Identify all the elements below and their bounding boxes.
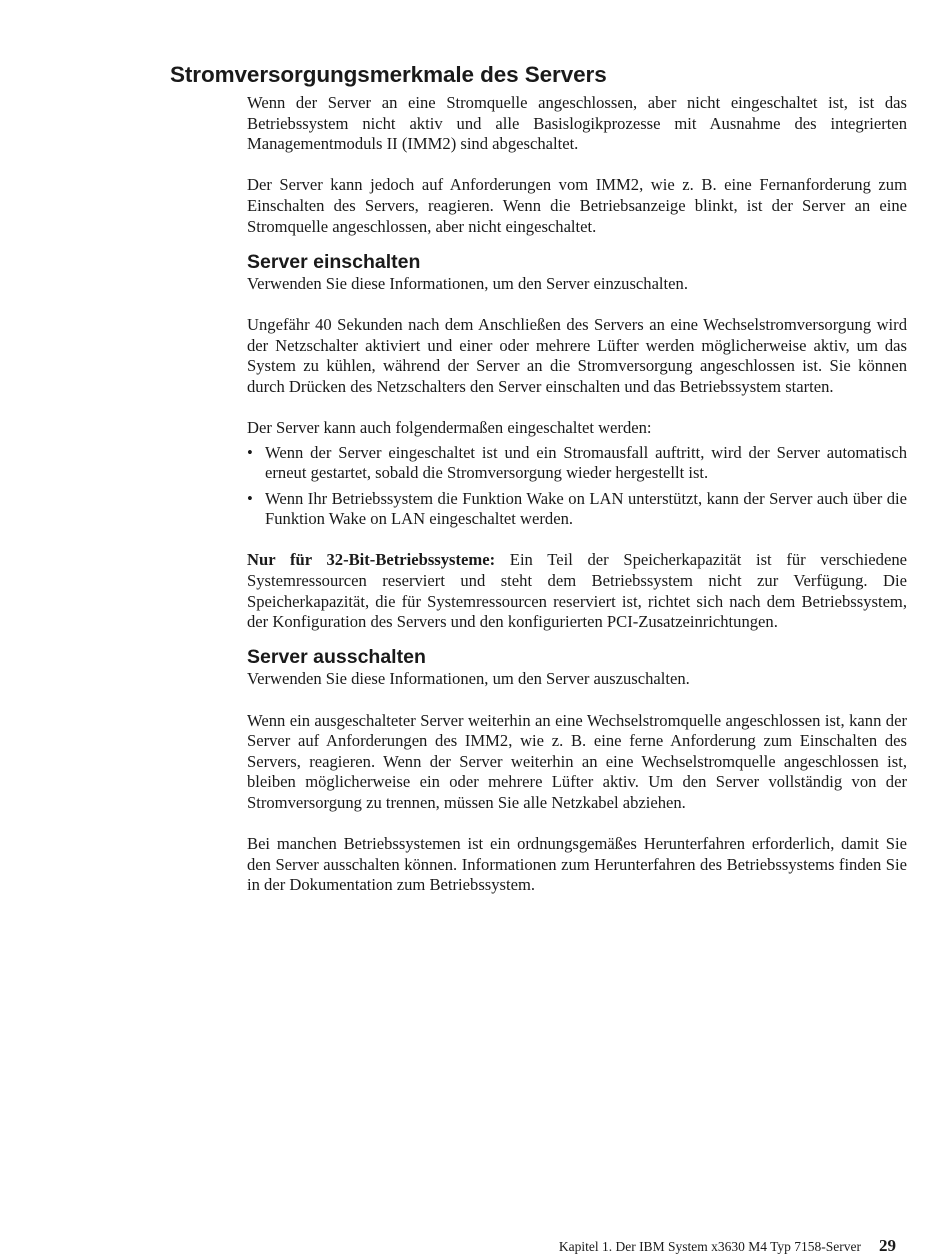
- list-item-text: Wenn Ihr Betriebssystem die Funktion Wake on LAN unterstützt, kann der Server auch über die Funktion Wake on LAN eingeschaltet werden.: [265, 488, 907, 529]
- bullet-marker: •: [247, 488, 253, 508]
- list-item: [247, 443, 907, 484]
- page-footer: [559, 1236, 896, 1257]
- page-title: Stromversorgungsmerkmale des Servers: [170, 62, 607, 87]
- section-on-paragraph-2: Ungefähr 40 Sekunden nach dem Anschließen des Servers an eine Wechselstromversorgung wird der Netzschalter aktiviert und einer oder mehrere Lüfter werden möglicherweise aktiv, um das System zu kühlen, während der Server an die Stromversorgung angeschlossen ist. Sie können durch Drücken des Netzschalters den Server einschalten und das Betriebssystem starten.: [247, 314, 907, 396]
- list-item-text: Wenn der Server eingeschaltet ist und ein Stromausfall auftritt, wird der Server automatisch erneut gestartet, sobald die Stromversorgung wieder hergestellt ist.: [265, 442, 907, 483]
- section-on-paragraph-3: Der Server kann auch folgendermaßen eingeschaltet werden:: [247, 417, 652, 437]
- section-off-intro: Verwenden Sie diese Informationen, um den Server auszuschalten.: [247, 669, 690, 689]
- note-text: Ein Teil der Speicherkapazität ist für verschiedene Systemressourcen reserviert und steht dem Betriebssystem nicht zur Verfügung. Die Speicherkapazität, die für Systemressourcen reserviert ist, richtet sich nach dem Betriebssystem, der Konfiguration des Servers und den konfigurierten PCI-Zusatzeinrichtungen.: [247, 550, 907, 632]
- section-off-paragraph-3: Bei manchen Betriebssystemen ist ein ordnungsgemäßes Herunterfahren erforderlich, damit Sie den Server ausschalten können. Informationen zum Herunterfahren des Betriebssystems finden Sie in der Dokumentation zum Betriebssystem.: [247, 834, 907, 895]
- power-on-methods-list: [247, 443, 907, 530]
- page-number: 29: [879, 1236, 896, 1255]
- body-column: [247, 93, 907, 917]
- section-on-intro: Verwenden Sie diese Informationen, um den Server einzuschalten.: [247, 273, 688, 293]
- note-label: Nur für 32-Bit-Betriebssysteme:: [247, 550, 496, 570]
- bullet-marker: •: [247, 442, 253, 462]
- section-server-off: [247, 646, 907, 669]
- section-off-paragraph-2: Wenn ein ausgeschalteter Server weiterhin an eine Wechselstromquelle angeschlossen ist, kann der Server auf Anforderungen des IMM2, wie z. B. eine ferne Anforderung zum Einschalten des Servers, reagieren. Wenn der Server weiterhin an eine Wechselstromquelle angeschlossen ist, bleiben möglicherweise ein oder mehrere Lüfter aktiv. Um den Server vollständig von der Stromversorgung zu trennen, müssen Sie alle Netzkabel abziehen.: [247, 710, 907, 812]
- list-item: [247, 489, 907, 530]
- note-32bit: [247, 550, 907, 632]
- section-heading-server-on: Server einschalten: [247, 250, 421, 273]
- intro-paragraph-2: Der Server kann jedoch auf Anforderungen vom IMM2, wie z. B. eine Fernanforderung zum Einschalten des Servers, reagieren. Wenn die Betriebsanzeige blinkt, ist der Server an eine Stromquelle angeschlossen, aber nicht eingeschaltet.: [247, 175, 907, 236]
- section-heading-server-off: Server ausschalten: [247, 646, 426, 669]
- section-server-on: [247, 251, 907, 274]
- footer-chapter-title: Kapitel 1. Der IBM System x3630 M4 Typ 7158-Server: [558, 1239, 861, 1254]
- intro-paragraph-1: Wenn der Server an eine Stromquelle angeschlossen, aber nicht eingeschaltet ist, ist das Betriebssystem nicht aktiv und alle Basislogikprozesse mit Ausnahme des integrierten Managementmoduls II (IMM2) sind abgeschaltet.: [247, 93, 907, 154]
